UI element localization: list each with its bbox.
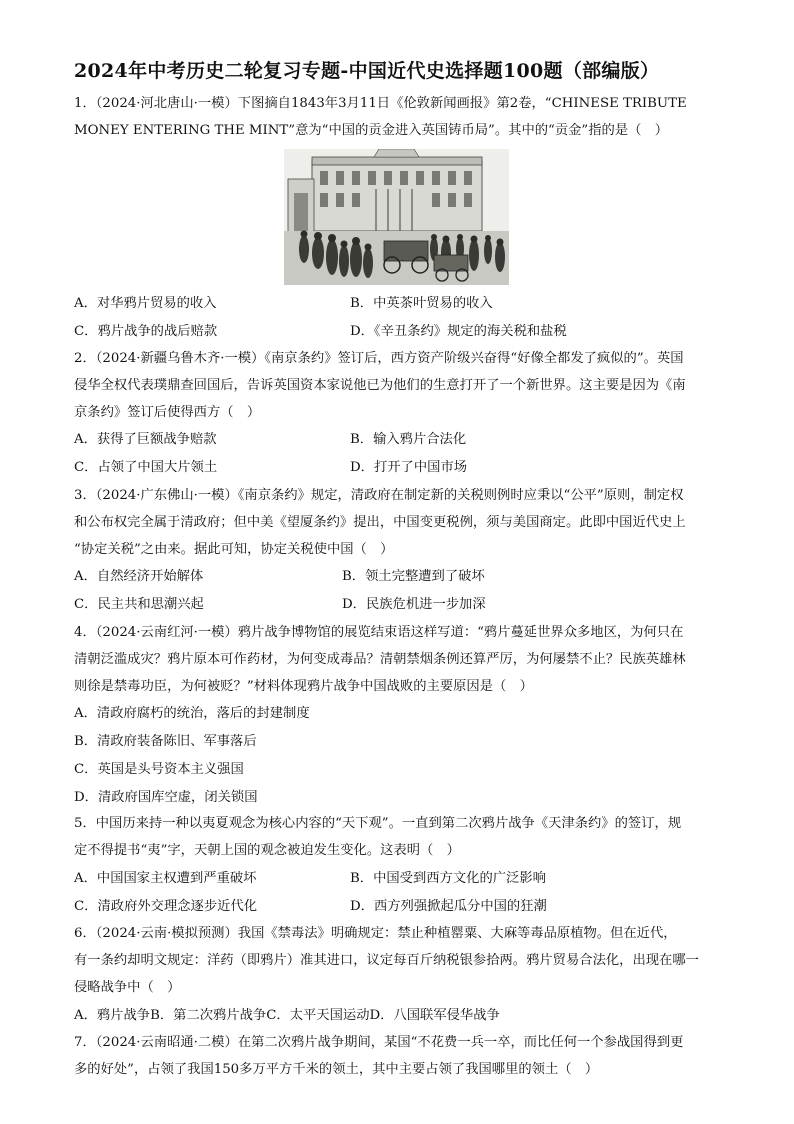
question-3-line-3: “协定关税”之由来。据此可知，协定关税使中国（ ） [74,542,394,557]
question-5-option-a: A．中国国家主权遭到严重破坏 [74,871,257,886]
question-3-option-b: B．领土完整遭到了破坏 [342,569,485,584]
engraving-illustration [284,149,509,285]
question-5-option-c: C．清政府外交理念逐步近代化 [74,899,258,914]
question-1-option-d: D．《辛丑条约》规定的海关税和盐税 [350,324,567,339]
question-6-line-1: 6．（2024·云南·模拟预测）我国《禁毒法》明确规定：禁止种植罂粟、大麻等毒品原植物。但在近代， [74,926,677,941]
question-3-option-c: C．民主共和思潮兴起 [74,597,204,612]
question-1-option-c: C．鸦片战争的战后赔款 [74,324,218,339]
document-title: 2024年中考历史二轮复习专题-中国近代史选择题100题（部编版） [74,60,660,82]
question-4-line-1: 4．（2024·云南红河·一模）鸦片战争博物馆的展览结束语这样写道：“鸦片蔓延世界众多地区，为何只在 [74,625,684,640]
question-2-option-a: A．获得了巨额战争赔款 [74,432,217,447]
question-2-line-1: 2．（2024·新疆乌鲁木齐·一模）《南京条约》签订后，西方资产阶级兴奋得“好像全都发了疯似的”。英国 [74,351,684,366]
question-5-line-2: 定不得提书“夷”字，天朝上国的观念被迫发生变化。这表明（ ） [74,843,460,858]
question-2-option-b: B．输入鸦片合法化 [350,432,467,447]
question-7-line-1: 7．（2024·云南昭通·二模）在第二次鸦片战争期间，某国“不花费一兵一卒，而比任何一个参战国得到更 [74,1035,684,1050]
question-4-option-c: C．英国是头号资本主义强国 [74,762,244,777]
question-1-line-1: 1．（2024·河北唐山·一模）下图摘自1843年3月11日《伦敦新闻画报》第2卷，“CHINESE TRIBUTE [74,96,687,111]
question-2-option-c: C．占领了中国大片领土 [74,460,218,475]
question-2-line-3: 京条约》签订后使得西方（ ） [74,405,261,420]
question-3-line-1: 3．（2024·广东佛山·一模）《南京条约》规定，清政府在制定新的关税则例时应秉以“公平”原则，制定权 [74,488,684,503]
question-6-line-2: 有一条约却明文规定：洋药（即鸦片）准其进口，议定每百斤纳税银参拾两。鸦片贸易合法化，出现在哪一 [74,953,699,968]
question-2-option-d: D．打开了中国市场 [350,460,468,475]
question-5-option-d: D．西方列强掀起瓜分中国的狂潮 [350,899,547,914]
question-3-option-a: A．自然经济开始解体 [74,569,204,584]
question-6-options: A．鸦片战争B．第二次鸦片战争C．太平天国运动D．八国联军侵华战争 [74,1008,500,1023]
question-3-option-d: D．民族危机进一步加深 [342,597,486,612]
question-4-option-d: D．清政府国库空虚，闭关锁国 [74,790,258,805]
question-1-line-2: MONEY ENTERING THE MINT”意为“中国的贡金进入英国铸币局”。其中的“贡金”指的是（ ） [74,123,669,138]
question-2-line-2: 侵华全权代表璞鼎查回国后，告诉英国资本家说他已为他们的生意打开了一个新世界。这主要是因为《南 [74,378,686,393]
question-5-option-b: B．中国受到西方文化的广泛影响 [350,871,546,886]
question-4-option-a: A．清政府腐朽的统治，落后的封建制度 [74,706,310,721]
question-1-option-a: A．对华鸦片贸易的收入 [74,296,217,311]
question-5-line-1: 5．中国历来持一种以夷夏观念为核心内容的“天下观”。一直到第二次鸦片战争《天津条约》的签订，规 [74,816,682,831]
question-4-option-b: B．清政府装备陈旧、军事落后 [74,734,257,749]
question-1-option-b: B．中英茶叶贸易的收入 [350,296,493,311]
question-7-line-2: 多的好处”，占领了我国150多万平方千米的领土，其中主要占领了我国哪里的领土（ ） [74,1062,599,1077]
question-4-line-2: 清朝泛滥成灾？鸦片原本可作药材，为何变成毒品？清朝禁烟条例还算严厉，为何屡禁不止？民族英雄林 [74,652,686,667]
question-6-line-3: 侵略战争中（ ） [74,980,181,995]
question-4-line-3: 则徐是禁毒功臣，为何被贬？”材料体现鸦片战争中国战败的主要原因是（ ） [74,679,533,694]
question-3-line-2: 和公布权完全属于清政府；但中美《望厦条约》提出，中国变更税例，须与美国商定。此即中国近代史上 [74,515,686,530]
